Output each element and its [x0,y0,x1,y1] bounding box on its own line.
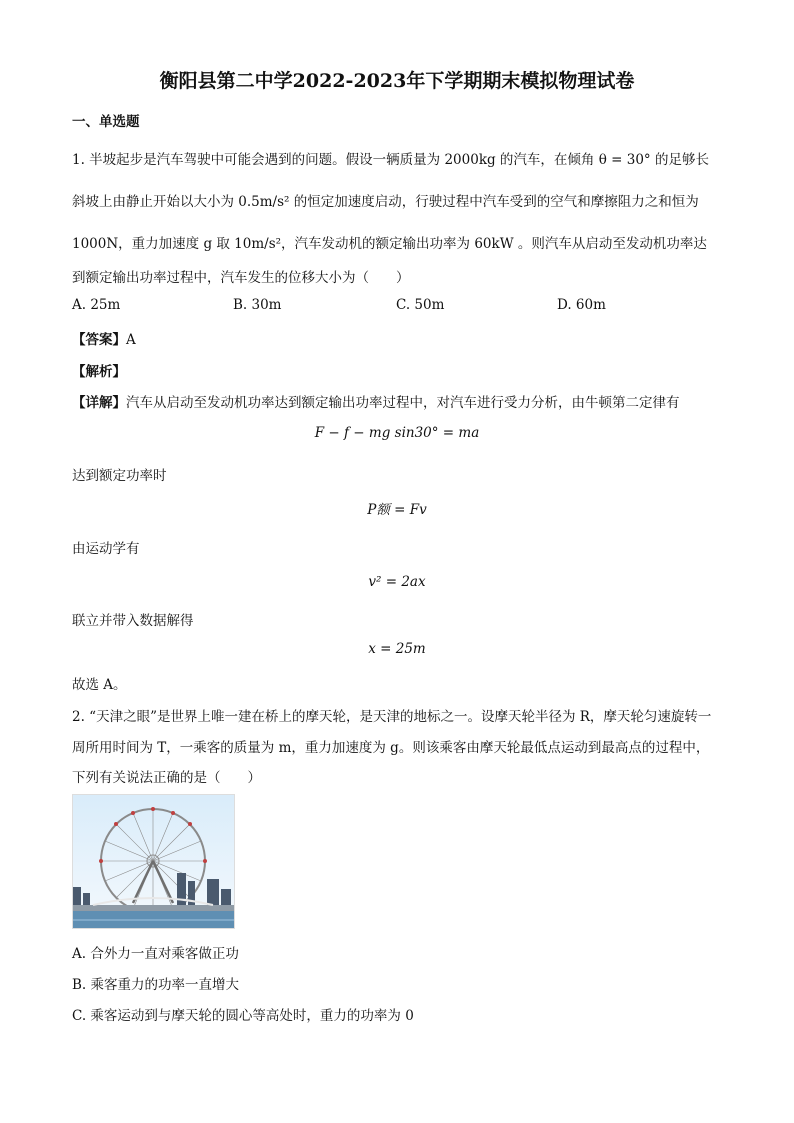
q1-answer-row [72,328,136,348]
q1-line-2: 斜坡上由静止开始以大小为 0.5m/s² 的恒定加速度启动，行驶过程中汽车受到的空气和摩擦阻力之和恒为 [72,194,699,210]
q1-option-c: C. 50m [396,297,445,313]
q2-line-2: 周所用时间为 T，一乘客的质量为 m，重力加速度为 g。则该乘客由摩天轮最低点运动到最高点的过程中， [72,740,710,756]
equation-kinematics: v² = 2ax [368,574,426,590]
q1-option-d: D. 60m [557,297,606,313]
detail-tag: 【详解】 [72,395,126,411]
text-kinematics: 由运动学有 [72,541,140,557]
equation-power: P额 = Fv [367,502,427,518]
q1-line-1: 1. 半坡起步是汽车驾驶中可能会遇到的问题。假设一辆质量为 2000kg 的汽车，在倾角 θ = 30° 的足够长 [72,152,709,168]
section-heading: 一、单选题 [72,114,140,130]
page-title: 衡阳县第二中学2022-2023年下学期期末模拟物理试卷 [159,70,635,92]
text-rated-power: 达到额定功率时 [72,468,167,484]
ferris-wheel-illustration [73,795,234,928]
answer-value: A [126,332,136,348]
q1-option-a: A. 25m [72,297,121,313]
equation-newton: F − f − mg sin30° = ma [314,425,480,441]
conclusion: 故选 A。 [72,677,127,693]
detail-row [72,391,680,411]
q2-option-b: B. 乘客重力的功率一直增大 [72,977,240,993]
q1-line-3: 1000N，重力加速度 g 取 10m/s²，汽车发动机的额定输出功率为 60kW 。则汽车从启动至发动机功率达 [72,236,707,252]
q2-option-c: C. 乘客运动到与摩天轮的圆心等高处时，重力的功率为 0 [72,1008,414,1024]
ferris-wheel-photo [72,794,235,929]
q1-option-b: B. 30m [233,297,282,313]
equation-result: x = 25m [368,641,426,657]
detail-text: 汽车从启动至发动机功率达到额定输出功率过程中，对汽车进行受力分析，由牛顿第二定律有 [126,395,680,411]
q2-line-1: 2. “天津之眼”是世界上唯一建在桥上的摩天轮，是天津的地标之一。设摩天轮半径为 R，摩天轮匀速旋转一 [72,709,712,725]
q2-line-3: 下列有关说法正确的是（ ） [72,770,261,786]
text-solve: 联立并带入数据解得 [72,613,194,629]
q2-option-a: A. 合外力一直对乘客做正功 [72,946,239,962]
analysis-tag: 【解析】 [72,364,126,380]
q1-line-4: 到额定输出功率过程中，汽车发生的位移大小为（ ） [72,270,410,286]
answer-tag: 【答案】 [72,332,126,348]
